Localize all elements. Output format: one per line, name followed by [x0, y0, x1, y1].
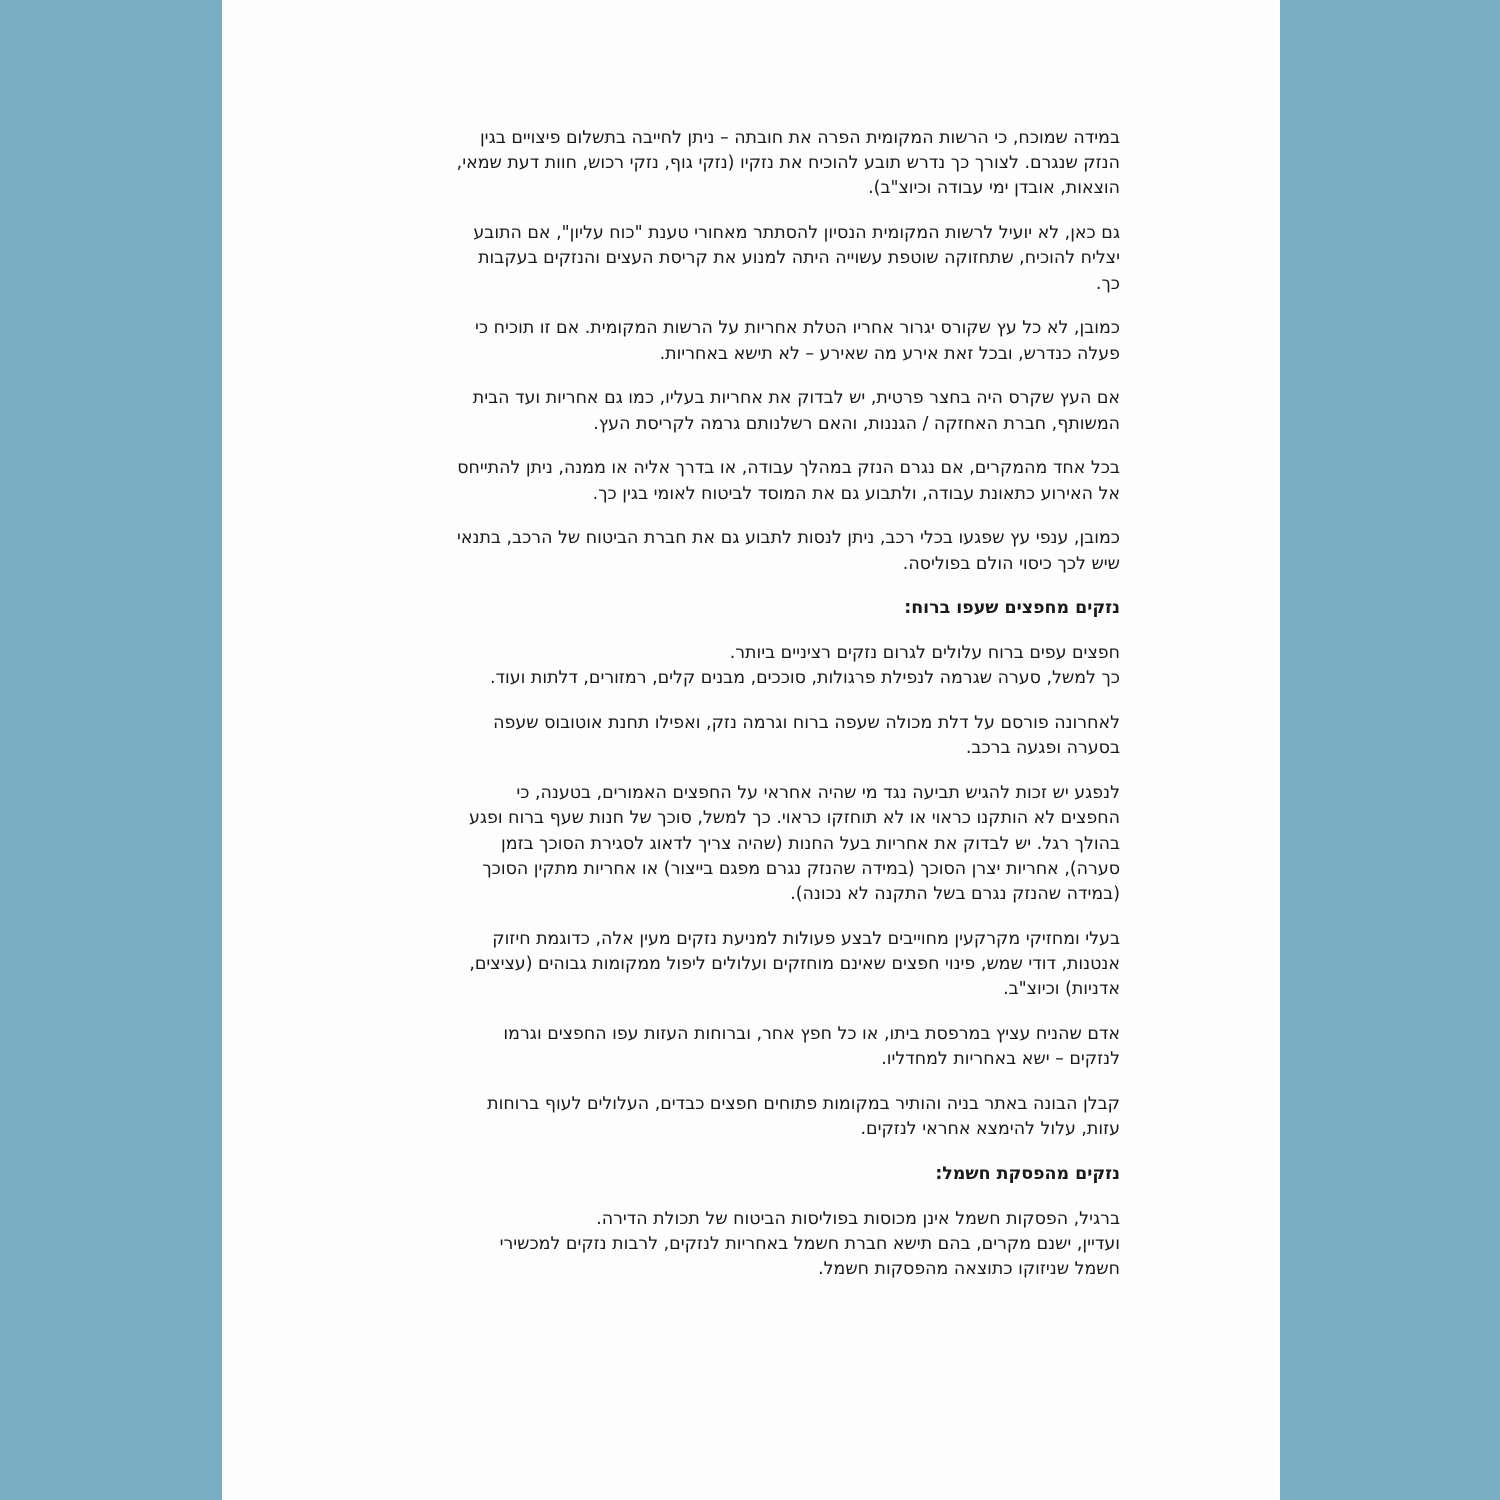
paragraph-line: בכל אחד מהמקרים, אם נגרם הנזק במהלך עבודה, או בדרך אליה או ממנה, ניתן להתייחס	[457, 458, 1120, 479]
paragraph-line: פעלה כנדרש, ובכל זאת אירע מה שאירע – לא תישא באחריות.	[659, 343, 1120, 364]
paragraph	[382, 641, 1120, 691]
paragraph-line: הוצאות, אובדן ימי עבודה וכיוצ"ב).	[868, 178, 1120, 199]
paragraph-line: בהולך רגל. יש לבדוק את אחריות בעל החנות (שהיה צריך לדאוג לסגירת הסוכך בזמן	[501, 833, 1120, 854]
heading-text: נזקים מהפסקת חשמל:	[935, 1164, 1120, 1185]
paragraph	[382, 711, 1120, 761]
paragraph-line: ועדיין, ישנם מקרים, בהם תישא חברת חשמל באחריות לנזקים, לרבות נזקים למכשירי	[499, 1234, 1120, 1255]
paragraph-line: שיש לכך כיסוי הולם בפוליסה.	[902, 553, 1120, 574]
paragraph-line: כמובן, ענפי עץ שפגעו בכלי רכב, ניתן לנסות לתבוע גם את חברת הביטוח של הרכב, בתנאי	[457, 528, 1120, 549]
paragraph-line: קבלן הבונה באתר בניה והותיר במקומות פתוחים חפצים כבדים, העלולים לעוף ברוחות	[487, 1094, 1120, 1115]
paragraph-line: כך.	[1095, 273, 1120, 294]
paragraph	[382, 126, 1120, 202]
paragraph	[382, 1207, 1120, 1283]
document-body	[382, 126, 1120, 1302]
paragraph-line: החפצים לא הותקנו כראוי או לא תוחזקו כראוי. כך למשל, סוכך של חנות שעף ברוח ופגע	[468, 808, 1120, 829]
paragraph-line: סערה), אחריות יצרן הסוכך (במידה שהנזק נגרם מפגם בייצור) או אחריות מתקין הסוכך	[482, 858, 1120, 879]
paragraph-line: לנזקים – ישא באחריות למחדליו.	[881, 1049, 1120, 1070]
paragraph-line: יצליח להוכיח, שתחזוקה שוטפת עשוייה היתה למנוע את קריסת העצים והנזקים בעקבות	[478, 248, 1120, 269]
paragraph	[382, 316, 1120, 366]
paragraph-line: הנזק שנגרם. לצורך כך נדרש תובע להוכיח את נזקיו (נזקי גוף, נזקי רכוש, חוות דעת שמאי,	[456, 153, 1120, 174]
paragraph	[382, 386, 1120, 436]
paragraph-line: כמובן, לא כל עץ שקורס יגרור אחריו הטלת אחריות על הרשות המקומית. אם זו תוכיח כי	[475, 318, 1120, 339]
heading-text: נזקים מחפצים שעפו ברוח:	[904, 598, 1120, 619]
paragraph-line: המשותף, חברת האחזקה / הגננות, והאם רשלנותם גרמה לקריסת העץ.	[593, 413, 1120, 434]
paragraph-line: לנפגע יש זכות להגיש תביעה נגד מי שהיה אחראי על החפצים האמורים, בטענה, כי	[516, 783, 1120, 804]
paragraph	[382, 927, 1120, 1003]
section-heading	[382, 596, 1120, 621]
section-heading	[382, 1162, 1120, 1187]
paragraph-line: גם כאן, לא יועיל לרשות המקומית הנסיון להסתתר מאחורי טענת "כוח עליון", אם התובע	[473, 223, 1120, 244]
paragraph-line: אנטנות, דודי שמש, פינוי חפצים שאינם מוחזקים ועלולים ליפול ממקומות גבוהים (עציצים,	[469, 954, 1120, 975]
paragraph-line: אם העץ שקרס היה בחצר פרטית, יש לבדוק את אחריות בעליו, כמו גם אחריות ועד הבית	[472, 388, 1120, 409]
paragraph-line: עזות, עלול להימצא אחראי לנזקים.	[860, 1119, 1120, 1140]
paragraph-line: ברגיל, הפסקות חשמל אינן מכוסות בפוליסות הביטוח של תכולת הדירה.	[596, 1208, 1120, 1229]
paragraph-line: כך למשל, סערה שגרמה לנפילת פרגולות, סוככים, מבנים קלים, רמזורים, דלתות ועוד.	[489, 668, 1120, 689]
paragraph-line: בעלי ומחזיקי מקרקעין מחוייבים לבצע פעולות למניעת נזקים מעין אלה, כדוגמת חיזוק	[492, 928, 1120, 949]
paragraph-line: אדניות) וכיוצ"ב.	[1003, 979, 1120, 1000]
paragraph-line: בסערה ופגעה ברכב.	[965, 738, 1120, 759]
document-page	[222, 0, 1280, 1500]
paragraph-line: במידה שמוכח, כי הרשות המקומית הפרה את חובתה – ניתן לחייבה בתשלום פיצויים בגין	[479, 128, 1120, 148]
paragraph-line: חשמל שניזוקו כתוצאה מהפסקות חשמל.	[818, 1259, 1120, 1280]
paragraph-line: (במידה שהנזק נגרם בשל התקנה לא נכונה).	[790, 884, 1120, 905]
paragraph	[382, 221, 1120, 297]
paragraph-line: אל האירוע כתאונת עבודה, ולתבוע גם את המוסד לביטוח לאומי בגין כך.	[592, 483, 1120, 504]
paragraph-line: לאחרונה פורסם על דלת מכולה שעפה ברוח וגרמה נזק, ואפילו תחנת אוטובוס שעפה	[493, 713, 1120, 734]
paragraph-line: אדם שהניח עציץ במרפסת ביתו, או כל חפץ אחר, וברוחות העזות עפו החפצים וגרמו	[503, 1024, 1120, 1045]
paragraph	[382, 1092, 1120, 1142]
paragraph-line: חפצים עפים ברוח עלולים לגרום נזקים רציניים ביותר.	[729, 643, 1120, 664]
paragraph	[382, 456, 1120, 506]
paragraph	[382, 526, 1120, 576]
paragraph	[382, 781, 1120, 907]
paragraph	[382, 1022, 1120, 1072]
